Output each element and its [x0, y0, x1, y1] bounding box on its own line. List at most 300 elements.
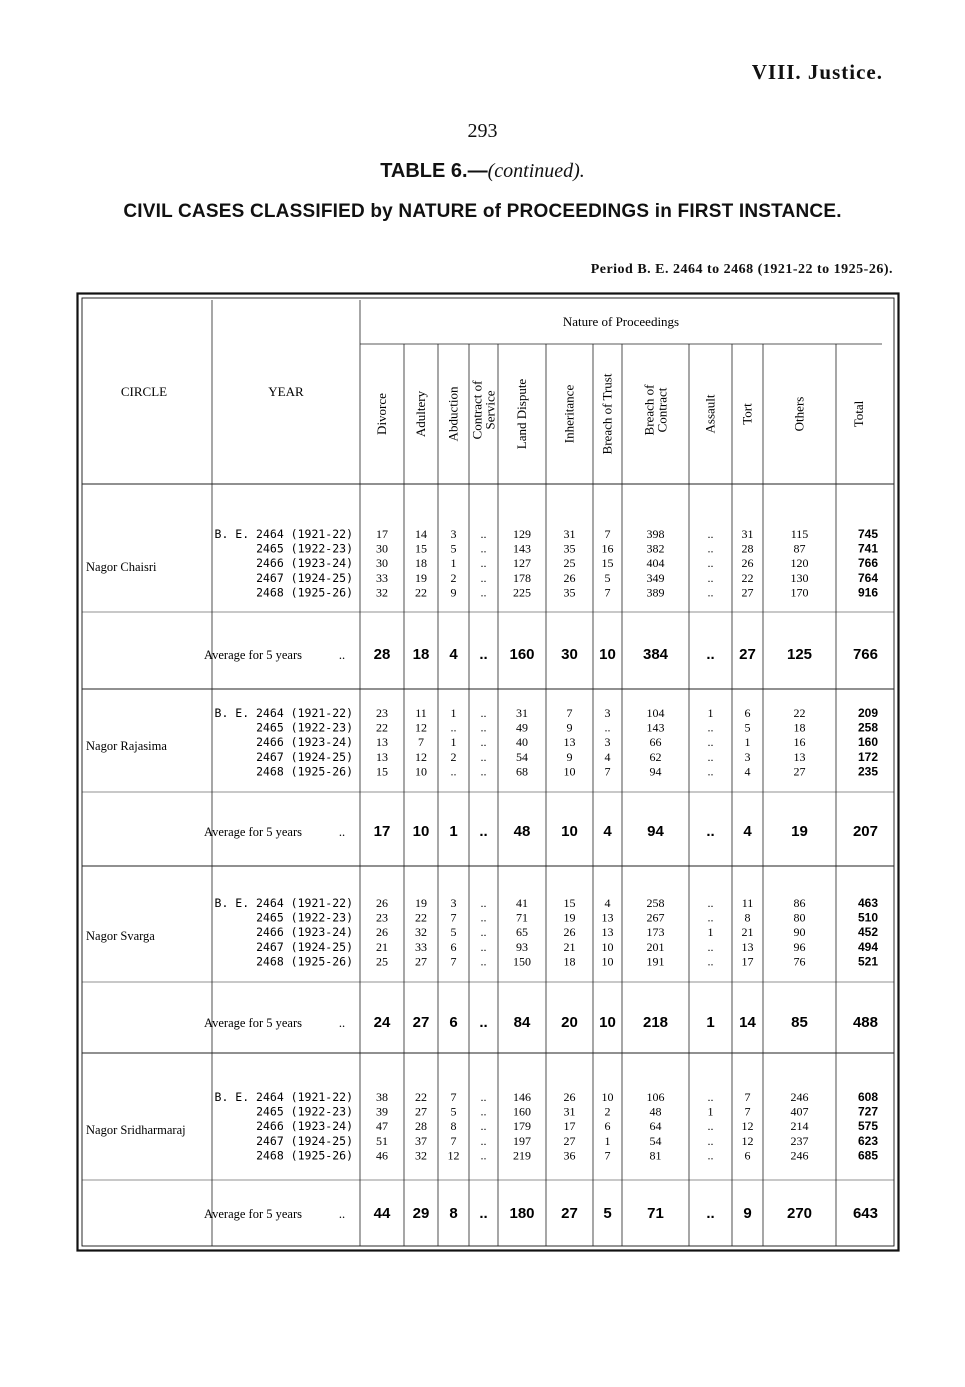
average-value: 270 [786, 1205, 813, 1222]
cell-value: .. [480, 570, 487, 585]
cell-value: 26 [376, 896, 388, 910]
cell-value: 6 [744, 706, 751, 720]
average-value: 1 [449, 823, 458, 840]
cell-value: 191 [646, 954, 665, 969]
cell-value: .. [707, 1090, 714, 1104]
average-label: Average for 5 years [204, 1016, 302, 1030]
cell-value: 10 [563, 764, 576, 779]
cell-value: 93 [516, 939, 528, 954]
cell-value: 170 [790, 585, 809, 600]
average-value: 27 [561, 1205, 578, 1222]
cell-value: 12 [415, 720, 427, 735]
cell-value: .. [707, 764, 714, 779]
cell-value: 26 [741, 556, 754, 571]
cell-value: 2 [450, 570, 457, 585]
cell-value: 27 [741, 585, 754, 600]
cell-value: 38 [376, 1090, 388, 1104]
year-label: 2468 (1925-26) [256, 954, 353, 969]
column-header-breach-of-contract [642, 384, 670, 436]
cell-value: 10 [601, 939, 614, 954]
cell-value: .. [707, 896, 714, 910]
cell-value: 48 [649, 1104, 662, 1119]
cell-value: 6 [744, 1148, 751, 1163]
cell-value: 27 [563, 1133, 576, 1148]
cell-value: 30 [376, 541, 388, 556]
cell-value: 37 [415, 1133, 427, 1148]
column-header-divorce [374, 393, 389, 435]
cell-value: 47 [376, 1119, 388, 1134]
cell-value: 7 [450, 910, 457, 925]
average-value: 1 [706, 1014, 715, 1031]
cell-value: 32 [376, 585, 388, 600]
year-label: B. E. 2464 (1921-22) [214, 706, 353, 720]
cell-value: 19 [415, 570, 427, 585]
cell-value: 246 [790, 1090, 809, 1104]
cell-value: 31 [563, 527, 576, 541]
cell-value: 16 [793, 735, 806, 750]
table-frame [78, 294, 899, 1251]
cell-value: 7 [604, 1148, 611, 1163]
cell-value: 237 [790, 1133, 809, 1148]
cell-value: .. [480, 1104, 487, 1119]
average-value: 8 [449, 1205, 458, 1222]
column-header-label: Breach ofContract [641, 384, 670, 436]
cell-value: 86 [793, 896, 806, 910]
average-label: Average for 5 years [204, 1207, 302, 1221]
cell-value: 197 [513, 1133, 531, 1148]
average-value: 160 [509, 646, 535, 663]
cell-value: 65 [516, 925, 528, 940]
cell-value: 1 [744, 735, 751, 750]
cell-value: 4 [744, 764, 751, 779]
average-value: 488 [852, 1014, 878, 1031]
year-label: 2467 (1924-25) [256, 939, 353, 954]
cell-value: .. [707, 585, 714, 600]
cell-value: 40 [516, 735, 528, 750]
cell-value: .. [480, 720, 487, 735]
circle-name: Nagor Rajasima [86, 739, 167, 754]
cell-value: 764 [857, 570, 878, 585]
year-label: B. E. 2464 (1921-22) [214, 896, 353, 910]
cell-value: 26 [376, 925, 388, 940]
table-label: TABLE 6.— [380, 160, 488, 182]
cell-value: 13 [741, 939, 754, 954]
average-value: 4 [449, 646, 458, 663]
cell-value: 179 [513, 1119, 531, 1134]
cell-value: 7 [744, 1104, 751, 1119]
cell-value: .. [480, 925, 487, 940]
cell-value: 35 [563, 541, 576, 556]
year-label: B. E. 2464 (1921-22) [214, 1090, 353, 1104]
cell-value: .. [480, 1133, 487, 1148]
cell-value: 452 [857, 925, 878, 940]
column-header-label: Adultery [413, 390, 428, 438]
cell-value: 7 [450, 1133, 457, 1148]
cell-value: 12 [447, 1148, 460, 1163]
cell-value: 94 [649, 764, 662, 779]
cell-value: 5 [604, 570, 611, 585]
cell-value: 12 [415, 749, 427, 764]
cell-value: 21 [376, 939, 388, 954]
cell-value: .. [707, 556, 714, 571]
cell-value: 10 [415, 764, 427, 779]
cell-value: 219 [513, 1148, 531, 1163]
average-value: 29 [412, 1205, 430, 1222]
cell-value: 12 [741, 1133, 754, 1148]
cell-value: 31 [741, 527, 754, 541]
cell-value: 33 [376, 570, 388, 585]
cell-value: 22 [415, 910, 427, 925]
cell-value: 8 [744, 910, 751, 925]
cell-value: 87 [793, 541, 806, 556]
cell-value: 18 [415, 556, 427, 571]
column-header-breach-of-trust [600, 373, 615, 454]
circle-name: Nagor Chaisri [86, 560, 157, 575]
year-label: 2466 (1923-24) [256, 735, 353, 750]
column-header-label: Total [851, 400, 866, 428]
cell-value: 214 [790, 1119, 809, 1134]
average-value: 85 [791, 1014, 808, 1031]
cell-value: 17 [741, 954, 754, 969]
cell-value: 623 [857, 1133, 878, 1148]
cell-value: 11 [741, 896, 754, 910]
cell-value: 16 [601, 541, 614, 556]
cell-value: 71 [516, 910, 528, 925]
page-number: 293 [467, 120, 498, 142]
cell-value: .. [480, 896, 487, 910]
cell-value: 1 [707, 706, 714, 720]
cell-value: 15 [563, 896, 576, 910]
year-label: 2467 (1924-25) [256, 1133, 353, 1148]
cell-value: 127 [513, 556, 531, 571]
average-value: 19 [791, 823, 808, 840]
average-value: .. [479, 1014, 488, 1031]
cell-value: .. [707, 735, 714, 750]
average-label: Average for 5 years [204, 648, 302, 662]
cell-value: .. [707, 1148, 714, 1163]
average-label: Average for 5 years [204, 825, 302, 839]
cell-value: 7 [604, 585, 611, 600]
average-leader-dots: .. [338, 648, 346, 662]
column-header-adultery [413, 390, 428, 437]
cell-value: 18 [563, 954, 576, 969]
year-column-header: YEAR [268, 384, 304, 399]
cell-value: 27 [793, 764, 806, 779]
average-value: .. [479, 1205, 488, 1222]
cell-value: 7 [450, 954, 457, 969]
cell-value: 129 [513, 527, 531, 541]
cell-value: 12 [741, 1119, 754, 1134]
cell-value: 36 [563, 1148, 576, 1163]
average-value: .. [706, 646, 715, 663]
cell-value: 13 [376, 749, 388, 764]
cell-value: .. [707, 1119, 714, 1134]
year-label: 2466 (1923-24) [256, 1119, 353, 1134]
cell-value: 32 [415, 1148, 427, 1163]
average-value: 24 [373, 1014, 391, 1031]
cell-value: 407 [790, 1104, 809, 1119]
cell-value: 30 [376, 556, 388, 571]
average-value: 125 [786, 646, 813, 663]
cell-value: 81 [649, 1148, 662, 1163]
cell-value: 21 [741, 925, 754, 940]
cell-value: 64 [649, 1119, 662, 1134]
average-value: 218 [642, 1014, 669, 1031]
average-value: 14 [739, 1014, 756, 1031]
cell-value: 7 [566, 706, 573, 720]
cell-value: 727 [857, 1104, 878, 1119]
average-value: 30 [561, 646, 578, 663]
cell-value: 209 [857, 706, 878, 720]
average-value: 6 [449, 1014, 458, 1031]
cell-value: 575 [857, 1119, 878, 1134]
cell-value: 404 [646, 556, 665, 571]
cell-value: 31 [516, 706, 528, 720]
cell-value: 51 [376, 1133, 388, 1148]
cell-value: 150 [513, 954, 531, 969]
cell-value: 1 [604, 1133, 611, 1148]
cell-value: .. [480, 749, 487, 764]
average-value: 18 [412, 646, 430, 663]
table-continued: (continued). [487, 160, 585, 182]
civil-cases-table [76, 292, 900, 1252]
average-value: 766 [852, 646, 878, 663]
cell-value: 7 [604, 764, 611, 779]
year-label: 2468 (1925-26) [256, 585, 353, 600]
average-value: 384 [642, 646, 669, 663]
column-header-total [851, 400, 866, 427]
cell-value: 258 [646, 896, 665, 910]
table-subtitle: CIVIL CASES CLASSIFIED by NATURE of PROCEEDINGS in FIRST INSTANCE. [123, 201, 842, 222]
column-header-label: Contract ofService [469, 380, 498, 440]
cell-value: .. [480, 541, 487, 556]
average-value: .. [479, 646, 488, 663]
cell-value: 160 [513, 1104, 531, 1119]
year-label: B. E. 2464 (1921-22) [214, 527, 353, 541]
column-header-label: Abduction [445, 386, 461, 442]
cell-value: 22 [376, 720, 388, 735]
cell-value: 608 [857, 1090, 878, 1104]
cell-value: 13 [563, 735, 576, 750]
cell-value: 521 [857, 954, 878, 969]
cell-value: 68 [516, 764, 528, 779]
cell-value: 225 [513, 585, 531, 600]
cell-value: 23 [376, 706, 388, 720]
cell-value: 31 [563, 1104, 576, 1119]
cell-value: 26 [563, 925, 576, 940]
cell-value: 26 [563, 1090, 576, 1104]
cell-value: 22 [415, 585, 427, 600]
cell-value: 178 [513, 570, 531, 585]
cell-value: 66 [649, 735, 662, 750]
cell-value: 13 [601, 925, 614, 940]
average-value: 10 [561, 823, 578, 840]
cell-value: 143 [646, 720, 665, 735]
column-header-label: Inheritance [561, 384, 577, 444]
cell-value: .. [707, 527, 714, 541]
cell-value: 146 [513, 1090, 531, 1104]
year-label: 2467 (1924-25) [256, 570, 353, 585]
cell-value: 398 [646, 527, 665, 541]
cell-value: 15 [601, 556, 614, 571]
cell-value: 4 [604, 749, 611, 764]
cell-value: 201 [646, 939, 665, 954]
cell-value: 258 [857, 720, 878, 735]
cell-value: .. [707, 541, 714, 556]
cell-value: 3 [744, 749, 751, 764]
column-header-tort [740, 403, 755, 425]
cell-value: .. [480, 1090, 487, 1104]
cell-value: 10 [601, 954, 614, 969]
cell-value: 76 [793, 954, 806, 969]
column-header-label: Tort [739, 403, 755, 425]
average-leader-dots: .. [338, 1207, 346, 1221]
average-value: 84 [513, 1014, 531, 1031]
cell-value: .. [707, 939, 714, 954]
column-header-label: Assault [702, 394, 718, 434]
cell-value: 7 [604, 527, 611, 541]
section-header: VIII. Justice. [751, 60, 883, 84]
average-value: .. [479, 823, 488, 840]
column-header-inheritance [562, 385, 577, 444]
cell-value: 25 [563, 556, 576, 571]
cell-value: 11 [415, 706, 427, 720]
cell-value: 349 [646, 570, 665, 585]
cell-value: 7 [744, 1090, 751, 1104]
cell-value: 62 [649, 749, 662, 764]
year-label: 2466 (1923-24) [256, 925, 353, 940]
cell-value: 9 [450, 585, 457, 600]
column-header-label: Breach of Trust [599, 373, 615, 455]
cell-value: 104 [646, 706, 665, 720]
average-value: 44 [373, 1205, 391, 1222]
year-label: 2465 (1922-23) [256, 541, 353, 556]
cell-value: .. [480, 585, 487, 600]
cell-value: 13 [376, 735, 388, 750]
cell-value: .. [480, 735, 487, 750]
cell-value: 160 [857, 735, 878, 750]
cell-value: 7 [418, 735, 424, 750]
cell-value: 25 [376, 954, 388, 969]
cell-value: 7 [450, 1090, 457, 1104]
cell-value: 28 [741, 541, 754, 556]
cell-value: 246 [790, 1148, 809, 1163]
average-value: 94 [647, 823, 664, 840]
cell-value: .. [480, 527, 487, 541]
cell-value: 22 [793, 706, 806, 720]
nature-of-proceedings-header: Nature of Proceedings [562, 314, 680, 329]
cell-value: 5 [450, 925, 457, 940]
cell-value: 46 [376, 1148, 388, 1163]
average-value: 4 [603, 823, 612, 840]
cell-value: .. [707, 1133, 714, 1148]
cell-value: 49 [516, 720, 528, 735]
average-value: 27 [412, 1014, 430, 1031]
cell-value: 6 [604, 1119, 611, 1134]
cell-value: 14 [415, 527, 427, 541]
cell-value: 3 [450, 527, 457, 541]
cell-value: .. [480, 556, 487, 571]
cell-value: .. [707, 954, 714, 969]
average-leader-dots: .. [338, 825, 346, 839]
cell-value: 32 [415, 925, 427, 940]
circle-name: Nagor Sridharmaraj [86, 1123, 186, 1138]
cell-value: .. [450, 720, 457, 735]
cell-value: 494 [857, 939, 878, 954]
cell-value: 3 [604, 735, 611, 750]
average-value: 180 [509, 1205, 535, 1222]
average-value: .. [706, 823, 715, 840]
cell-value: 1 [707, 925, 714, 940]
cell-value: 10 [601, 1090, 614, 1104]
year-label: 2466 (1923-24) [256, 556, 353, 571]
year-label: 2468 (1925-26) [256, 1148, 353, 1163]
average-value: 643 [852, 1205, 878, 1222]
circle-name: Nagor Svarga [86, 929, 155, 944]
cell-value: 766 [857, 556, 878, 571]
table-frame-inner [82, 298, 894, 1246]
average-value: 48 [513, 823, 531, 840]
cell-value: 27 [415, 954, 427, 969]
cell-value: .. [480, 1119, 487, 1134]
cell-value: .. [480, 939, 487, 954]
cell-value: 6 [450, 939, 457, 954]
circle-column-header: CIRCLE [120, 384, 168, 399]
year-label: 2465 (1922-23) [256, 910, 353, 925]
cell-value: 510 [857, 910, 878, 925]
cell-value: 1 [707, 1104, 714, 1119]
column-header-abduction [446, 386, 461, 441]
cell-value: 741 [857, 541, 878, 556]
year-label: 2468 (1925-26) [256, 764, 353, 779]
cell-value: 685 [857, 1148, 878, 1163]
cell-value: 54 [649, 1133, 662, 1148]
cell-value: 27 [415, 1104, 427, 1119]
cell-value: 96 [793, 939, 806, 954]
cell-value: 106 [646, 1090, 665, 1104]
average-value: 71 [647, 1205, 664, 1222]
average-value: 10 [599, 1014, 616, 1031]
cell-value: .. [480, 764, 487, 779]
column-header-label: Land Dispute [514, 378, 529, 450]
average-value: 10 [599, 646, 616, 663]
cell-value: 389 [646, 585, 665, 600]
average-value: .. [706, 1205, 715, 1222]
cell-value: 130 [790, 570, 809, 585]
cell-value: 9 [566, 720, 573, 735]
cell-value: 23 [376, 910, 388, 925]
cell-value: 90 [793, 925, 806, 940]
cell-value: 5 [744, 720, 751, 735]
cell-value: .. [480, 1148, 487, 1163]
cell-value: .. [604, 720, 611, 735]
cell-value: 1 [450, 556, 457, 571]
cell-value: 382 [646, 541, 665, 556]
cell-value: 5 [450, 541, 457, 556]
cell-value: .. [707, 720, 714, 735]
cell-value: 15 [415, 541, 427, 556]
average-value: 9 [743, 1205, 752, 1222]
cell-value: 22 [415, 1090, 427, 1104]
cell-value: 13 [793, 749, 806, 764]
cell-value: 2 [450, 749, 457, 764]
cell-value: .. [450, 764, 457, 779]
column-header-land-dispute [514, 379, 529, 450]
cell-value: .. [480, 910, 487, 925]
cell-value: 143 [513, 541, 531, 556]
cell-value: 115 [790, 527, 809, 541]
cell-value: 26 [563, 570, 576, 585]
